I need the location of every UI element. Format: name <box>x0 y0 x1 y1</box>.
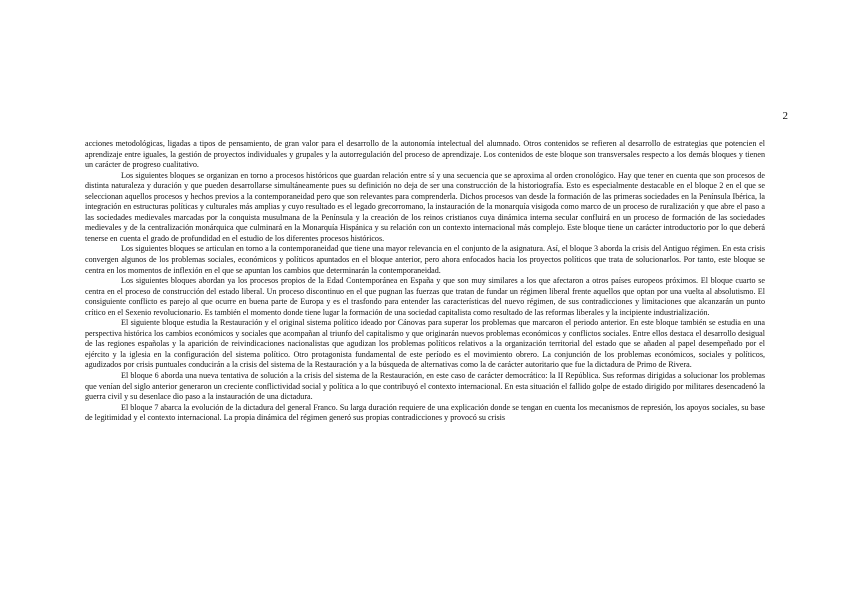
paragraph: El bloque 7 abarca la evolución de la dictadura del general Franco. Su larga duración requiere de una explicación donde se tengan en cuenta los mecanismos de represión, los apoyos sociales, su base de legitimidad y el contexto internacional. La propia dinámica del régimen generó sus propias contradicciones y provocó su crisis <box>85 402 765 423</box>
paragraph: Los siguientes bloques se articulan en torno a la contemporaneidad que tiene una mayor relevancia en el conjunto de la asignatura. Así, el bloque 3 aborda la crisis del Antiguo régimen. En esta crisis convergen algunos de los problemas sociales, económicos y políticos apuntados en el bloque anterior, pero ahora enfocados hacia los proyectos políticos que trata de solucionarlos. Por tanto, este bloque se centra en los momentos de inflexión en el que se apuntan los cambios que determinarán la contemporaneidad. <box>85 244 765 275</box>
body-text <box>85 139 765 424</box>
paragraph: acciones metodológicas, ligadas a tipos de pensamiento, de gran valor para el desarrollo de la autonomía intelectual del alumnado. Otros contenidos se refieren al desarrollo de estrategias que potencien el aprendizaje entre iguales, la gestión de proyectos individuales y grupales y la autorregulación del proceso de aprendizaje. Los contenidos de este bloque son transversales respecto a los demás bloques y tienen un carácter de progreso cualitativo. <box>85 139 765 170</box>
paragraph: El bloque 6 aborda una nueva tentativa de solución a la crisis del sistema de la Restauración, en este caso de carácter democrático: la II República. Sus reformas dirigidas a solucionar los problemas que venían del siglo anterior generaron un creciente conflictividad social y política a lo que contribuyó el contexto internacional. En esta situación el fallido golpe de estado dirigido por militares desencadenó la guerra civil y su desenlace dio paso a la instauración de una dictadura. <box>85 371 765 402</box>
paragraph: El siguiente bloque estudia la Restauración y el original sistema político ideado por Cánovas para superar los problemas que marcaron el periodo anterior. En este bloque también se estudia en una perspectiva histórica los cambios económicos y sociales que acompañan al triunfo del capitalismo y que originarán nuevos problemas económicos y conflictos sociales. Entre ellos destaca el desarrollo desigual de las regiones españolas y la aparición de reivindicaciones nacionalistas que agudizan los problemas políticos relativos a la organización territorial del estado que se añaden al papel desempeñado por el ejército y la iglesia en la configuración del sistema político. Otro protagonista fundamental de este período es el movimiento obrero. La conjunción de los problemas económicos, sociales y políticos, agudizados por crisis puntuales conducirán a la crisis del sistema de la Restauración y a la búsqueda de alternativas como la de carácter autoritario que fue la dictadura de Primo de Rivera. <box>85 318 765 370</box>
paragraph: Los siguientes bloques se organizan en torno a procesos históricos que guardan relación entre sí y una secuencia que se aproxima al orden cronológico. Hay que tener en cuenta que son procesos de distinta naturaleza y duración y que pueden desarrollarse simultáneamente pues su definición no deja de ser una construcción de la historiografía. Esto es especialmente destacable en el bloque 2 en el que se seleccionan aquellos procesos y hechos previos a la contemporaneidad pero que son relevantes para comprenderla. Dichos procesos van desde la formación de las primeras sociedades en la Península Ibérica, la integración en estructuras políticas y culturales más amplias y cuyo resultado es el legado grecorromano, la instauración de la monarquía visigoda como marco de un proceso de ruralización y que abre el paso a las sociedades medievales marcadas por la conquista musulmana de la Península y la creación de los reinos cristianos cuya dinámica interna secular confluirá en un proceso de formación de las sociedades medievales y de la centralización monárquica que culminará en la Monarquía Hispánica y su relación con un contexto internacional más complejo. Este bloque tiene un carácter introductorio por lo que deberá tenerse en cuenta el grado de profundidad en el estudio de los diferentes procesos históricos. <box>85 170 765 243</box>
paragraph: Los siguientes bloques abordan ya los procesos propios de la Edad Contemporánea en España y que son muy similares a los que afectaron a otros países europeos próximos. El bloque cuarto se centra en el proceso de construcción del estado liberal. Un proceso discontinuo en el que pugnan las fuerzas que tratan de fundar un régimen liberal frente aquellos que optan por una vuelta al absolutismo. El consiguiente conflicto es parejo al que ocurre en buena parte de Europa y es el trasfondo para entender las características del nuevo régimen, de sus contradicciones y limitaciones que alcanzarán un punto crítico en el Sexenio revolucionario. Es también el momento donde tiene lugar la formación de una sociedad capitalista como resultado de las reformas liberales y la incipiente industrialización. <box>85 276 765 317</box>
page-number: 2 <box>782 110 788 122</box>
